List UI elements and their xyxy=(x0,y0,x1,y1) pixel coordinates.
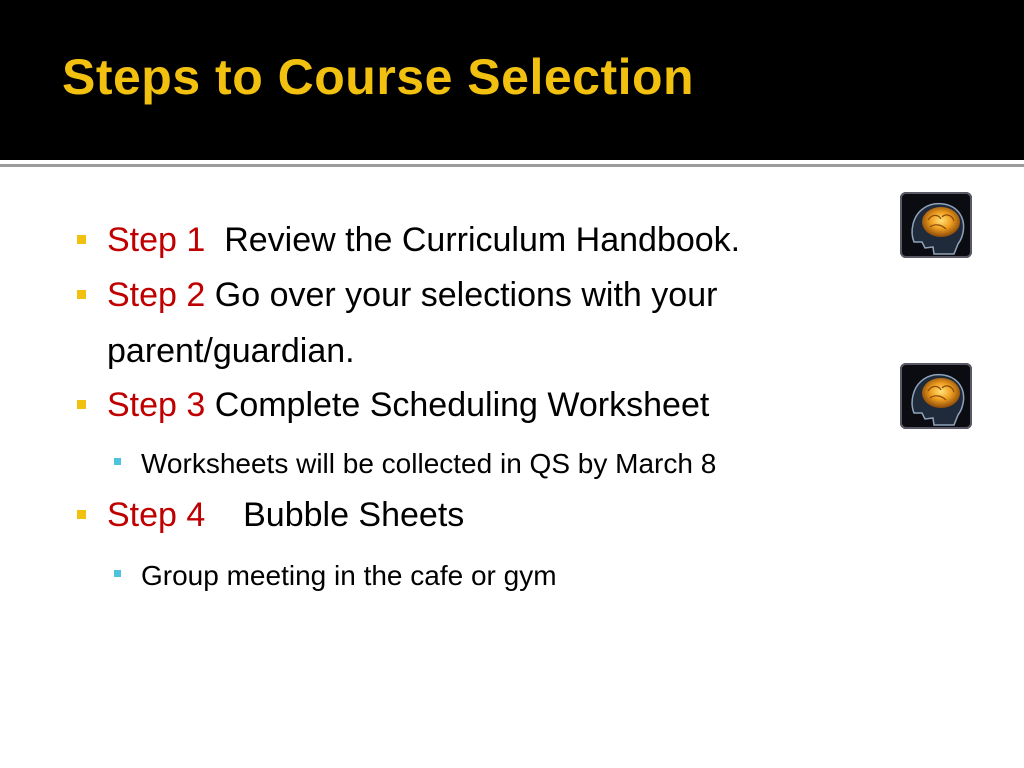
divider-line xyxy=(0,164,1024,167)
bullet-marker xyxy=(77,510,86,519)
sub-bullet-marker xyxy=(114,570,121,577)
step-2-item xyxy=(107,278,717,312)
step-2-text: Go over your selections with your xyxy=(214,276,718,314)
title-banner xyxy=(0,0,1024,160)
step-1-item xyxy=(107,223,740,257)
step-1-text: Review the Curriculum Handbook. xyxy=(224,221,741,259)
step-3-item xyxy=(107,388,709,422)
brain-head-icon xyxy=(900,363,972,429)
step-2-continuation xyxy=(107,334,355,368)
step-4-sub-text: Group meeting in the cafe or gym xyxy=(141,560,557,591)
step-3-sub-item xyxy=(141,450,716,478)
step-3-label: Step 3 xyxy=(107,386,206,424)
step-4-text: Bubble Sheets xyxy=(243,496,465,534)
brain-head-icon xyxy=(900,192,972,258)
slide-title: Steps to Course Selection xyxy=(62,49,695,105)
bullet-marker xyxy=(77,400,86,409)
step-3-text: Complete Scheduling Worksheet xyxy=(214,386,710,424)
step-1-label: Step 1 xyxy=(107,221,206,259)
step-2-label: Step 2 xyxy=(107,276,206,314)
sub-bullet-marker xyxy=(114,458,121,465)
bullet-marker xyxy=(77,235,86,244)
bullet-marker xyxy=(77,290,86,299)
step-2-text-continued: parent/guardian. xyxy=(107,332,355,370)
step-4-sub-item xyxy=(141,562,557,590)
step-4-label: Step 4 xyxy=(107,496,206,534)
step-4-item xyxy=(107,498,464,532)
step-3-sub-text: Worksheets will be collected in QS by March 8 xyxy=(141,448,717,479)
